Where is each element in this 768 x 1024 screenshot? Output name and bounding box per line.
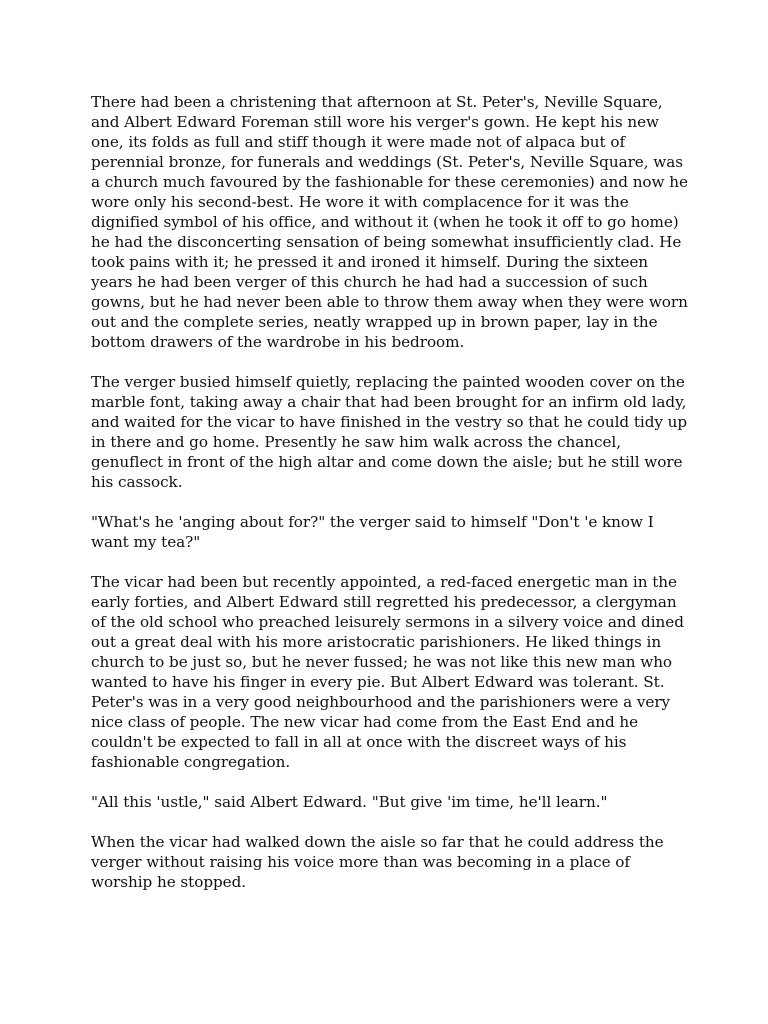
paragraph-2: The verger busied himself quietly, replacing the painted wooden cover on the marble font, taking away a chair that had been brought for an infirm old lady, and waited for the vicar to have finished in the vestry so that he could tidy up in there and go home. Presently he saw him walk across the chancel, genuflect in front of the high altar and come down the aisle; but he still wore his cassock. [91, 373, 688, 491]
paragraph-3: "What's he 'anging about for?" the verger said to himself "Don't 'e know I want my tea?" [91, 513, 654, 551]
paragraph-1: There had been a christening that afternoon at St. Peter's, Neville Square, and Albert Edward Foreman still wore his verger's gown. He kept his new one, its folds as full and stiff though it were made not of alpaca but of perennial bronze, for funerals and weddings (St. Peter's, Neville Square, was a church much favoured by the fashionable for these ceremonies) and now he wore only his second-best. He wore it with complacence for it was the dignified symbol of his office, and without it (when he took it off to go home) he had the disconcerting sensation of being somewhat insufficiently clad. He took pains with it; he pressed it and ironed it himself. During the sixteen years he had been verger of this church he had had a succession of such gowns, but he had never been able to throw them away when they were worn out and the complete series, neatly wrapped up in brown paper, lay in the bottom drawers of the wardrobe in his bedroom. [91, 93, 688, 351]
body-text [91, 92, 691, 912]
paragraph-5: "All this 'ustle," said Albert Edward. "But give 'im time, he'll learn." [91, 793, 608, 811]
paragraph-4: The vicar had been but recently appointed, a red-faced energetic man in the early forties, and Albert Edward still regretted his predecessor, a clergyman of the old school who preached leisurely sermons in a silvery voice and dined out a great deal with his more aristocratic parishioners. He liked things in church to be just so, but he never fussed; he was not like this new man who wanted to have his finger in every pie. But Albert Edward was tolerant. St. Peter's was in a very good neighbourhood and the parishioners were a very nice class of people. The new vicar had come from the East End and he couldn't be expected to fall in all at once with the discreet ways of his fashionable congregation. [91, 573, 684, 771]
paragraph-6: When the vicar had walked down the aisle so far that he could address the verger without raising his voice more than was becoming in a place of worship he stopped. [91, 833, 664, 891]
